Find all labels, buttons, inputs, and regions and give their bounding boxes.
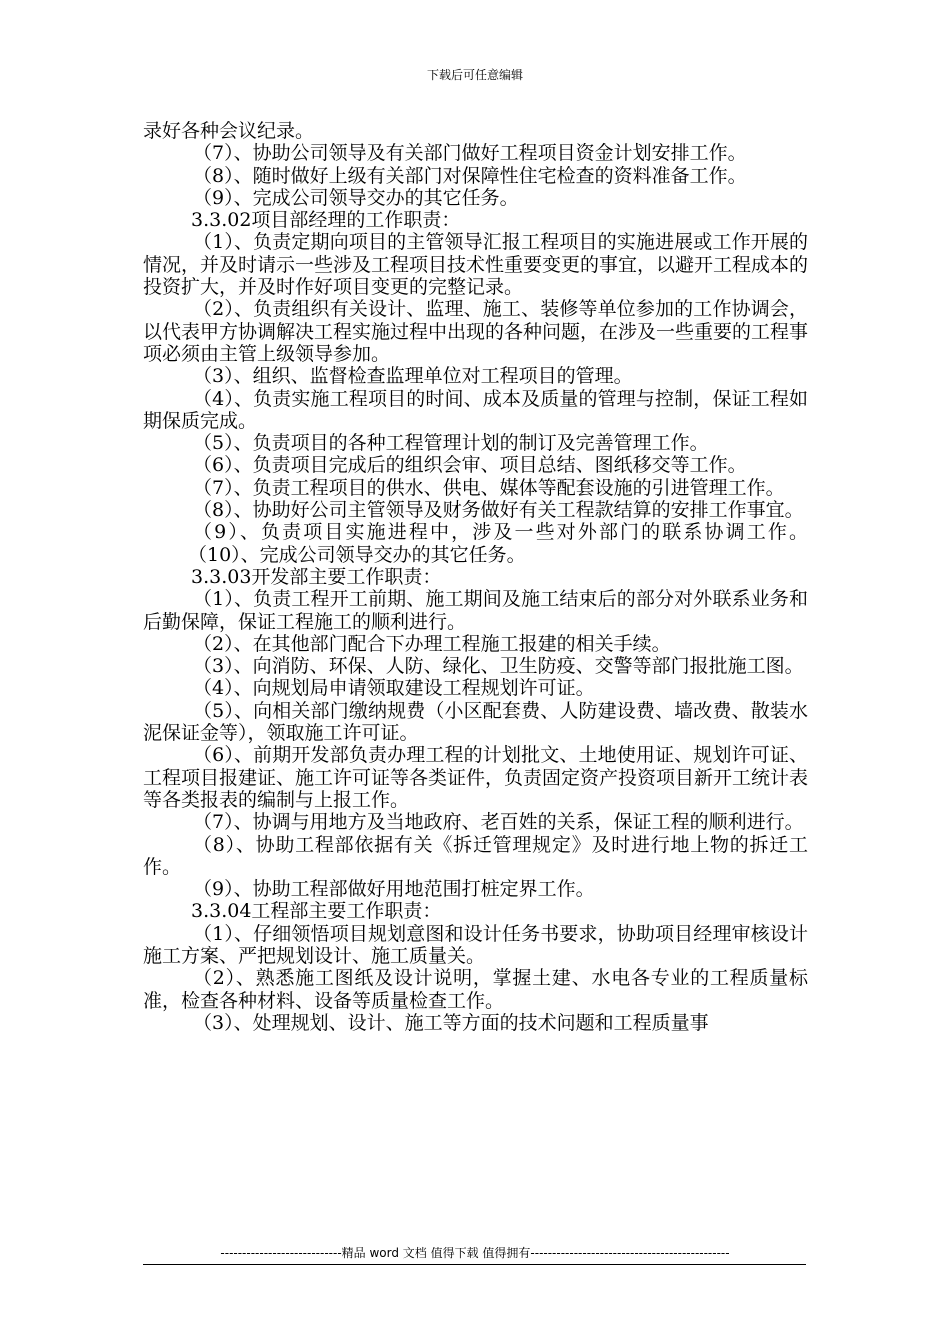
paragraph: （2）、在其他部门配合下办理工程施工报建的相关手续。: [193, 632, 671, 655]
paragraph: （9）、协助工程部做好用地范围打桩定界工作。: [193, 878, 595, 901]
paragraph: （1）、负责定期向项目的主管领导汇报工程项目的实施进展或工作开展的情况，并及时请示一些涉及工程项目技术性重要变更的事宜，以避开工程成本的投资扩大，并及时作好项目变更的完整记录。: [143, 231, 809, 299]
paragraph: （3）、组织、监督检查监理单位对工程项目的管理。: [193, 365, 633, 388]
paragraph: （9）、完成公司领导交办的其它任务。: [193, 186, 519, 209]
paragraph: （7）、协助公司领导及有关部门做好工程项目资金计划安排工作。: [193, 142, 747, 165]
page-footer: ----------------------------精品 word 文档 值得下载 值得拥有----------------------------------------------: [220, 1246, 730, 1260]
paragraph: （6）、负责项目完成后的组织会审、项目总结、图纸移交等工作。: [193, 454, 747, 477]
paragraph: （7）、协调与用地方及当地政府、老百姓的关系，保证工程的顺利进行。: [193, 811, 804, 834]
paragraph: （4）、负责实施工程项目的时间、成本及质量的管理与控制，保证工程如期保质完成。: [143, 387, 808, 432]
section-heading: 3.3.03开发部主要工作职责：: [191, 565, 442, 588]
paragraph: （8）、协助工程部依据有关《拆迁管理规定》及时进行地上物的拆迁工作。: [143, 833, 808, 878]
paragraph: （8）、随时做好上级有关部门对保障性住宅检查的资料准备工作。: [193, 164, 747, 187]
paragraph: （3）、向消防、环保、人防、绿化、卫生防疫、交警等部门报批施工图。: [193, 655, 804, 678]
paragraph: （4）、向规划局申请领取建设工程规划许可证。: [193, 677, 595, 700]
paragraph: （1）、仔细领悟项目规划意图和设计任务书要求，协助项目经理审核设计施工方案、严把规划设计、施工质量关。: [143, 922, 808, 967]
paragraph: （5）、向相关部门缴纳规费（小区配套费、人防建设费、墙改费、散装水泥保证金等），领取施工许可证。: [143, 699, 808, 745]
paragraph: （5）、负责项目的各种工程管理计划的制订及完善管理工作。: [193, 432, 709, 455]
paragraph: （8）、协助好公司主管领导及财务做好有关工程款结算的安排工作事宜。: [193, 499, 804, 522]
paragraph: （7）、负责工程项目的供水、供电、媒体等配套设施的引进管理工作。: [193, 476, 785, 499]
paragraph: （2）、负责组织有关设计、监理、施工、装修等单位参加的工作协调会，以代表甲方协调解决工程实施过程中出现的各种问题，在涉及一些重要的工程事项必须由主管上级领导参加。: [143, 298, 809, 365]
page-header: 下载后可任意编辑: [426, 68, 523, 82]
section-heading: 3.3.04工程部主要工作职责：: [191, 900, 442, 923]
paragraph: （3）、处理规划、设计、施工等方面的技术问题和工程质量事: [193, 1011, 709, 1034]
paragraph: （2）、熟悉施工图纸及设计说明，掌握土建、水电各专业的工程质量标准，检查各种材料、设备等质量检查工作。: [143, 967, 808, 1012]
paragraph: （9）、负责项目实施进程中，涉及一些对外部门的联系协调工作。（10）、完成公司领导交办的其它任务。: [188, 521, 808, 566]
paragraph: （1）、负责工程开工前期、施工期间及施工结束后的部分对外联系业务和后勤保障，保证工程施工的顺利进行。: [143, 588, 808, 633]
paragraph: 录好各种会议纪录。: [143, 120, 315, 142]
paragraph: （6）、前期开发部负责办理工程的计划批文、土地使用证、规划许可证、工程项目报建证、施工许可证等各类证件，负责固定资产投资项目新开工统计表等各类报表的编制与上报工作。: [143, 744, 809, 811]
section-heading: 3.3.02项目部经理的工作职责：: [191, 209, 461, 232]
footer-divider: [143, 1264, 806, 1265]
document-body: [143, 120, 808, 1034]
